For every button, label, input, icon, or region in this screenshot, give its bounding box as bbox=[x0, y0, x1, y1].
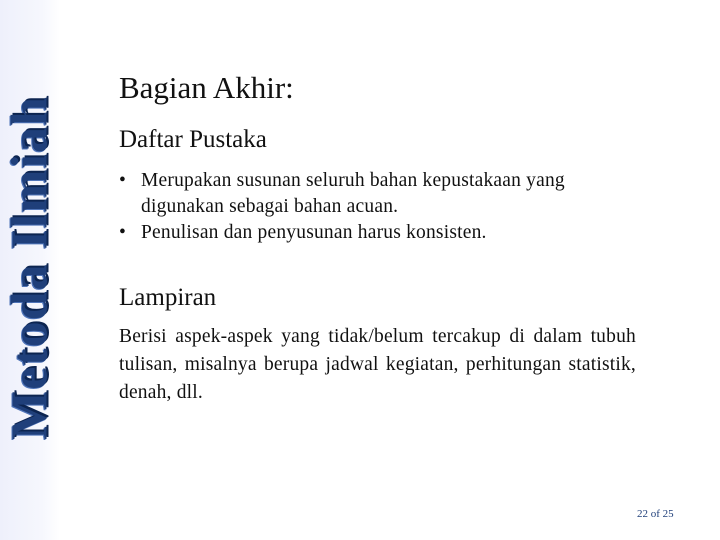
section-heading-daftar-pustaka: Daftar Pustaka bbox=[119, 126, 267, 153]
bullet-icon: • bbox=[119, 170, 127, 191]
bullet-text: Penulisan dan penyusunan harus konsisten. bbox=[141, 222, 487, 243]
bullet-icon: • bbox=[119, 222, 127, 243]
list-item bbox=[119, 220, 619, 246]
bullet-list bbox=[119, 168, 619, 246]
section-heading-lampiran: Lampiran bbox=[119, 284, 217, 311]
slide-title: Bagian Akhir: bbox=[119, 70, 294, 105]
list-item bbox=[119, 168, 619, 220]
sidebar bbox=[0, 0, 60, 540]
bullet-text: Merupakan susunan seluruh bahan kepustakaan yang digunakan sebagai bahan acuan. bbox=[141, 170, 565, 217]
lampiran-paragraph: Berisi aspek-aspek yang tidak/belum tercakup di dalam tubuh tulisan, misalnya berupa jadwal kegiatan, perhitungan statistik, denah, dll. bbox=[119, 326, 636, 403]
sidebar-title: Metoda Ilmiah bbox=[1, 96, 59, 440]
page-number: 22 of 25 bbox=[637, 508, 674, 520]
